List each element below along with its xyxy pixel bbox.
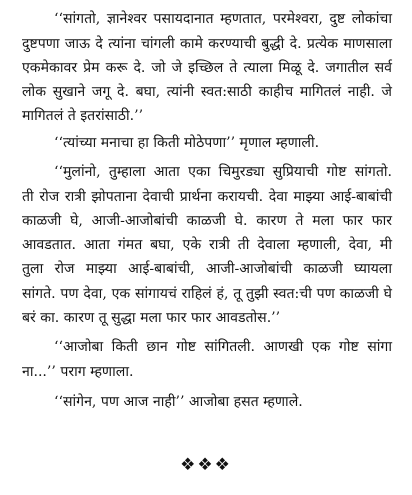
text-line: मागितलं ते इतरांसाठी.’’ (22, 108, 144, 124)
text-line: ती रोज रात्री झोपताना देवाची प्रार्थना करायची. देवा माझ्या आई-बाबांची (22, 189, 392, 205)
text-line: लोक सुखाने जगू दे. बघा, त्यांनी स्वत:साठी काहीच मागितलं नाही. जे (22, 84, 392, 100)
text-line: ‘‘आजोबा किती छान गोष्ट सांगितली. आणखी एक गोष्ट सांगा (54, 339, 392, 355)
text-line: बरं का. कारण तू सुद्धा मला फार फार आवडतोस.’’ (22, 310, 281, 326)
text-line: ‘‘सांगेन, पण आज नाही’’ आजोबा हसत म्हणाले. (54, 394, 303, 410)
text-line: आवडतात. आता गंमत बघा, एके रात्री ती देवाला म्हणाली, देवा, मी (22, 237, 392, 253)
text-line: ना...’’ पराग म्हणाला. (22, 364, 134, 380)
text-line: सांगते. पण देवा, एक सांगायचं राहिलं हं, तू तुझी स्वत:ची पण काळजी घे (22, 286, 392, 302)
text-line: ‘‘त्यांच्या मनाचा हा किती मोठेपणा’’ मृणाल म्हणाली. (54, 135, 320, 151)
text-line: ‘‘मुलांनो, तुम्हाला आता एका चिमुरड्या सुप्रियाची गोष्ट सांगतो. (54, 164, 392, 180)
text-line: तुला रोज माझ्या आई-बाबांची, आजी-आजोबांची काळजी घ्यायला (22, 261, 392, 277)
text-line: दुष्टपणा जाऊ दे त्यांना चांगली कामे करण्याची बुद्धी दे. प्रत्येक माणसाला (22, 36, 392, 52)
text-line: काळजी घे, आजी-आजोबांची काळजी घे. कारण ते मला फार फार (22, 213, 392, 229)
section-divider-ornament: ❖❖❖ (180, 455, 232, 475)
text-line: ‘‘सांगतो, ज्ञानेश्वर पसायदानात म्हणतात, परमेश्वरा, दुष्ट लोकांचा (54, 11, 392, 27)
text-line: एकमेकावर प्रेम करू दे. जो जे इच्छिल ते त्याला मिळू दे. जगातील सर्व (22, 60, 392, 76)
